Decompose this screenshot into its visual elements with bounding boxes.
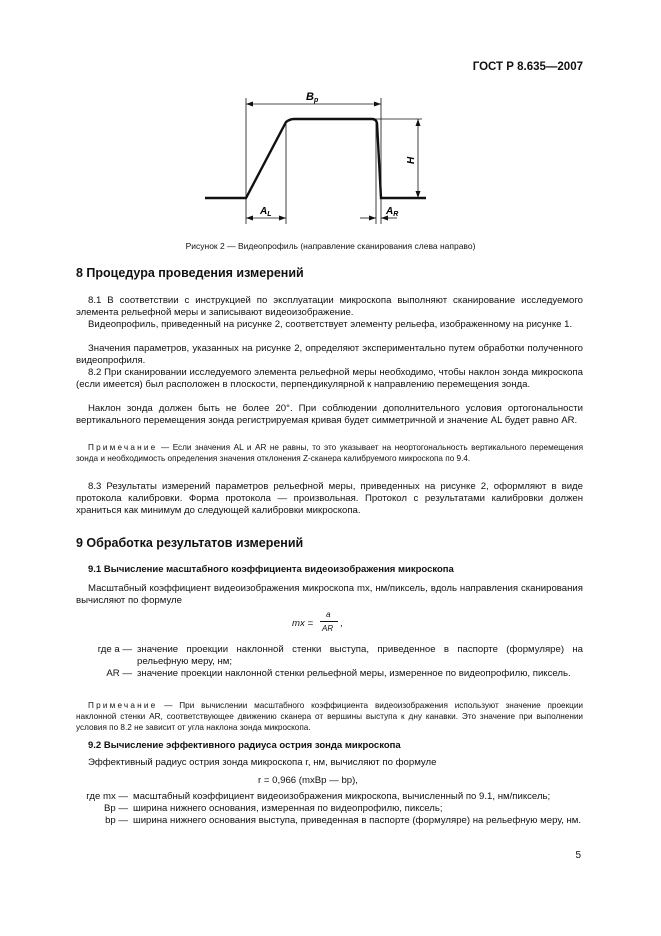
where-1-term-ar: AR — xyxy=(106,668,132,679)
label-bp: Bp xyxy=(306,91,319,104)
subsection-9-1-title: 9.1 Вычисление масштабного коэффициента видеоизображения микроскопа xyxy=(88,564,454,575)
where-1-term-a: где a — xyxy=(97,644,132,655)
where-2-term-mx: где mx — xyxy=(86,791,128,802)
paragraph-radius: Эффективный радиус острия зонда микроскопа r, нм, вычисляют по формуле xyxy=(88,757,437,768)
section-8-title: 8 Процедура проведения измерений xyxy=(76,266,304,280)
where-2-text-mx: масштабный коэффициент видеоизображения микроскопа, вычисленный по 9.1, нм/пиксель; xyxy=(133,791,551,802)
where-2-text-bp-lower: ширина нижнего основания выступа, приведенная в паспорте (формуляре) на рельефную меру, нм. xyxy=(133,815,582,826)
formula-r: r = 0,966 (mxBp — bp), xyxy=(258,775,358,786)
note-1-label: Примечание xyxy=(88,443,158,452)
paragraph-8-1: 8.1 В соответствии с инструкцией по эксплуатации микроскопа выполняют сканирование исследуемого элемента рельефной меры и записывают видеоизображение. xyxy=(76,295,583,318)
paragraph-params: Значения параметров, указанных на рисунке 2, определяют экспериментально путем обработки полученного видеопрофиля. xyxy=(76,343,583,366)
note-2 xyxy=(76,700,583,733)
subsection-9-2-title: 9.2 Вычисление эффективного радиуса острия зонда микроскопа xyxy=(88,740,401,751)
where-2-term-bp-upper: Bp — xyxy=(104,803,128,814)
videoprofile-figure xyxy=(190,90,440,230)
profile-curve xyxy=(205,119,426,198)
paragraph-tilt: Наклон зонда должен быть не более 20°. При соблюдении дополнительного условия ортогональности вертикального перемещения зонда регистрируемая кривая будет симметричной и значение AL будет равно AR. xyxy=(76,403,583,426)
document-header: ГОСТ Р 8.635—2007 xyxy=(472,61,583,73)
where-1-text-a: значение проекции наклонной стенки выступа, приведенное в паспорте (формуляре) на рельефную меру, нм; xyxy=(137,644,583,667)
note-2-text: — При вычислении масштабного коэффициента видеоизображения используют значение проекции наклонной стенки AR, соответствующее движению сканера от вершины выступа к дну канавки. Это значение при выполнении условия по 8.2 не зависит от угла наклона зонда микроскопа. xyxy=(76,701,584,732)
page-number: 5 xyxy=(575,850,581,861)
note-1 xyxy=(76,442,583,464)
label-ar: $A_R$ xyxy=(386,206,399,218)
note-1-text: — Если значения AL и AR не равны, то это указывает на неортогональность вертикального перемещения зонда и необходимость определения значения отклонения Z-сканера калибруемого микроскопа по 9.4. xyxy=(76,443,584,463)
formula-mx-lhs: mx = xyxy=(292,618,314,629)
paragraph-mx: Масштабный коэффициент видеоизображения микроскопа mx, нм/пиксель, вдоль направления сканирования вычисляют по формуле xyxy=(76,583,583,606)
paragraph-8-3: 8.3 Результаты измерений параметров рельефной меры, приведенных на рисунке 2, оформляют в виде протокола калибровки. Форма протокола — произвольная. Протокол с результатами калибровки должен храниться как минимум до следующей калибровки микроскопа. xyxy=(76,481,583,516)
section-9-title: 9 Обработка результатов измерений xyxy=(76,536,304,550)
label-h: H xyxy=(406,156,417,164)
formula-mx-numerator: a xyxy=(326,610,331,619)
where-2-text-bp-upper: ширина нижнего основания, измеренная по видеопрофилю, пиксель; xyxy=(133,803,443,814)
paragraph-profile: Видеопрофиль, приведенный на рисунке 2, соответствует элементу рельефа, изображенному на рисунке 1. xyxy=(88,319,573,330)
note-2-label: Примечание xyxy=(88,701,158,710)
where-1-text-ar: значение проекции наклонной стенки рельефной меры, измеренное по видеопрофилю, пиксель. xyxy=(137,668,571,679)
label-al: $A_L$ xyxy=(260,206,272,218)
where-2-term-bp-lower: bp — xyxy=(105,815,128,826)
fraction-bar xyxy=(320,621,338,622)
figure-caption: Рисунок 2 — Видеопрофиль (направление сканирования слева направо) xyxy=(185,241,476,251)
formula-mx-denominator: AR xyxy=(322,624,334,633)
paragraph-8-2: 8.2 При сканировании исследуемого элемента рельефной меры необходимо, чтобы наклон зонда микроскопа (если имеется) был расположен в плоскости, перпендикулярной к направлению перемещения зонда. xyxy=(76,367,583,390)
formula-mx-tail: , xyxy=(340,618,343,629)
